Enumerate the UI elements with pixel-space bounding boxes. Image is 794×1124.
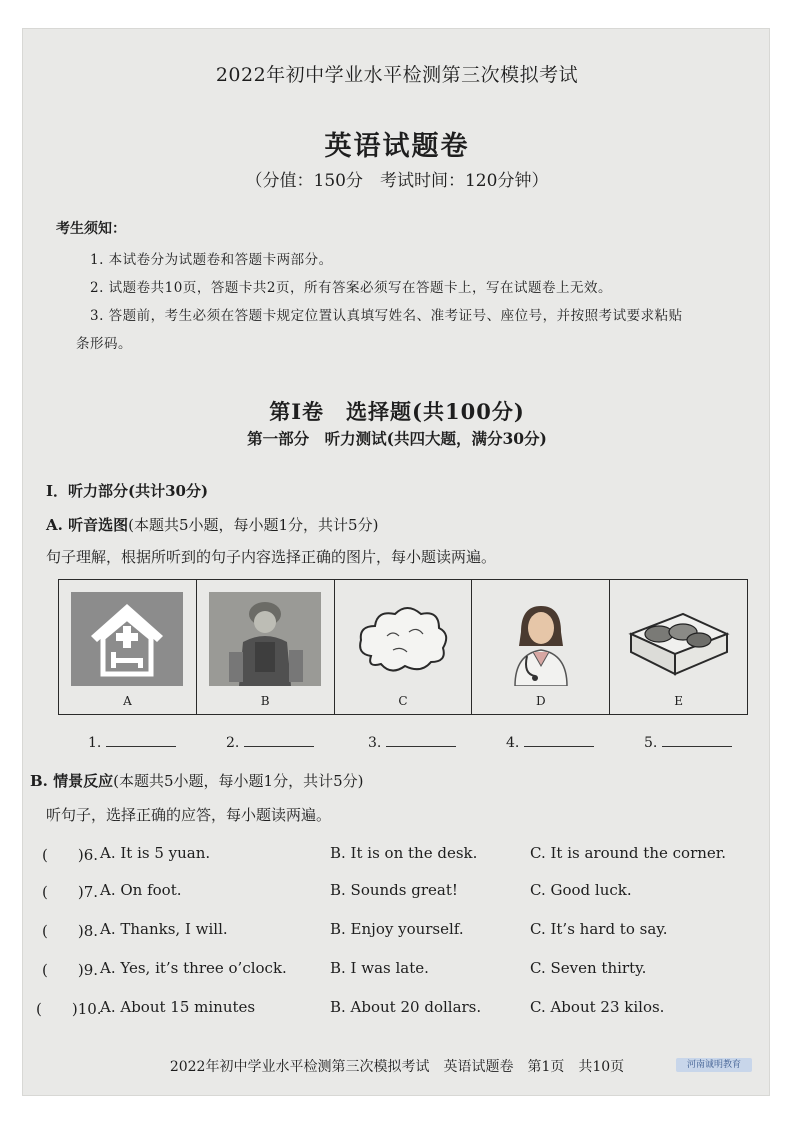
blank-label: 5. [644, 735, 658, 751]
section-b-heading [30, 770, 363, 791]
question-6-option-c: C. It is around the corner. [530, 844, 727, 862]
picture-cell-c [335, 580, 473, 714]
blank-line[interactable] [524, 734, 594, 747]
blank-label: 2. [226, 735, 240, 751]
notice-item-4: 条形码。 [76, 336, 132, 352]
picture-cell-b [197, 580, 335, 714]
question-6-option-b: B. It is on the desk. [330, 844, 478, 862]
question-10-option-b: B. About 20 dollars. [330, 998, 482, 1016]
picture-cell-a [59, 580, 197, 714]
blank-line[interactable] [244, 734, 314, 747]
food-box-icon [623, 592, 735, 686]
section-b-title: B. 情景反应 [30, 772, 114, 790]
cloud-icon [347, 592, 459, 686]
answer-blank-3[interactable] [368, 734, 456, 751]
page-footer: 2022年初中学业水平检测第三次模拟考试 英语试题卷 第1页 共10页 [169, 1059, 625, 1075]
question-8-number[interactable]: ( )8. [42, 922, 99, 940]
question-7-option-b: B. Sounds great! [330, 881, 458, 899]
notice-heading: 考生须知： [56, 221, 126, 237]
picture-cell-d [472, 580, 610, 714]
picture-table [58, 579, 748, 715]
hospital-icon [71, 592, 183, 686]
picture-cell-e [610, 580, 747, 714]
blank-label: 3. [368, 735, 382, 751]
question-6-number[interactable]: ( )6. [42, 846, 99, 864]
answer-blank-4[interactable] [506, 734, 594, 751]
section-listening: Ⅰ．听力部分(共计30分) [46, 482, 209, 500]
blank-line[interactable] [386, 734, 456, 747]
question-7-option-c: C. Good luck. [530, 881, 632, 899]
question-8-option-c: C. It’s hard to say. [530, 920, 668, 938]
picture-letter-e: E [674, 694, 683, 708]
exam-title: 2022年初中学业水平检测第三次模拟考试 [215, 64, 579, 86]
answer-blank-5[interactable] [644, 734, 732, 751]
picture-letter-a: A [123, 694, 132, 708]
picture-letter-d: D [535, 694, 546, 708]
section-b-instruction: 听句子，选择正确的应答，每小题读两遍。 [46, 806, 332, 824]
question-7-option-a: A. On foot. [100, 881, 182, 899]
section-a-title: A. 听音选图 [46, 516, 129, 534]
part-title: 第一部分 听力测试(共四大题，满分30分) [247, 429, 547, 448]
picture-letter-c: C [398, 694, 408, 708]
section-a-instruction: 句子理解，根据所听到的句子内容选择正确的图片，每小题读两遍。 [46, 548, 497, 566]
publisher-logo: 河南诚明教育 [676, 1058, 752, 1072]
volume-title: 第Ⅰ卷 选择题(共100分) [269, 399, 525, 424]
answer-blank-1[interactable] [88, 734, 176, 751]
blank-line[interactable] [662, 734, 732, 747]
doctor-icon [485, 592, 597, 686]
blank-line[interactable] [106, 734, 176, 747]
section-a-heading [46, 514, 378, 535]
blank-label: 4. [506, 735, 520, 751]
worker-photo [209, 592, 321, 686]
question-8-option-b: B. Enjoy yourself. [330, 920, 464, 938]
question-10-option-c: C. About 23 kilos. [530, 998, 665, 1016]
question-8-option-a: A. Thanks, I will. [100, 920, 228, 938]
question-9-option-c: C. Seven thirty. [530, 959, 647, 977]
section-a-note: (本题共5小题，每小题1分，共计5分) [128, 516, 379, 534]
picture-letter-b: B [260, 694, 270, 708]
question-7-number[interactable]: ( )7. [42, 883, 99, 901]
blank-label: 1. [88, 735, 102, 751]
question-9-option-b: B. I was late. [330, 959, 429, 977]
notice-item-3: 3. 答题前，考生必须在答题卡规定位置认真填写姓名、准考证号、座位号，并按照考试要求粘贴 [90, 308, 683, 324]
paper-title: 英语试题卷 [324, 131, 470, 162]
score-time: （分值：150分 考试时间：120分钟） [245, 171, 549, 191]
question-9-number[interactable]: ( )9. [42, 961, 99, 979]
question-10-option-a: A. About 15 minutes [100, 998, 256, 1016]
question-9-option-a: A. Yes, it’s three o’clock. [100, 959, 287, 977]
question-6-option-a: A. It is 5 yuan. [100, 844, 211, 862]
notice-item-2: 2. 试题卷共10页，答题卡共2页，所有答案必须写在答题卡上，写在试题卷上无效。 [90, 280, 612, 296]
section-b-note: (本题共5小题，每小题1分，共计5分) [113, 772, 364, 790]
question-10-number[interactable]: ( )10. [36, 1000, 102, 1018]
notice-item-1: 1. 本试卷分为试题卷和答题卡两部分。 [90, 252, 333, 268]
answer-blank-2[interactable] [226, 734, 314, 751]
